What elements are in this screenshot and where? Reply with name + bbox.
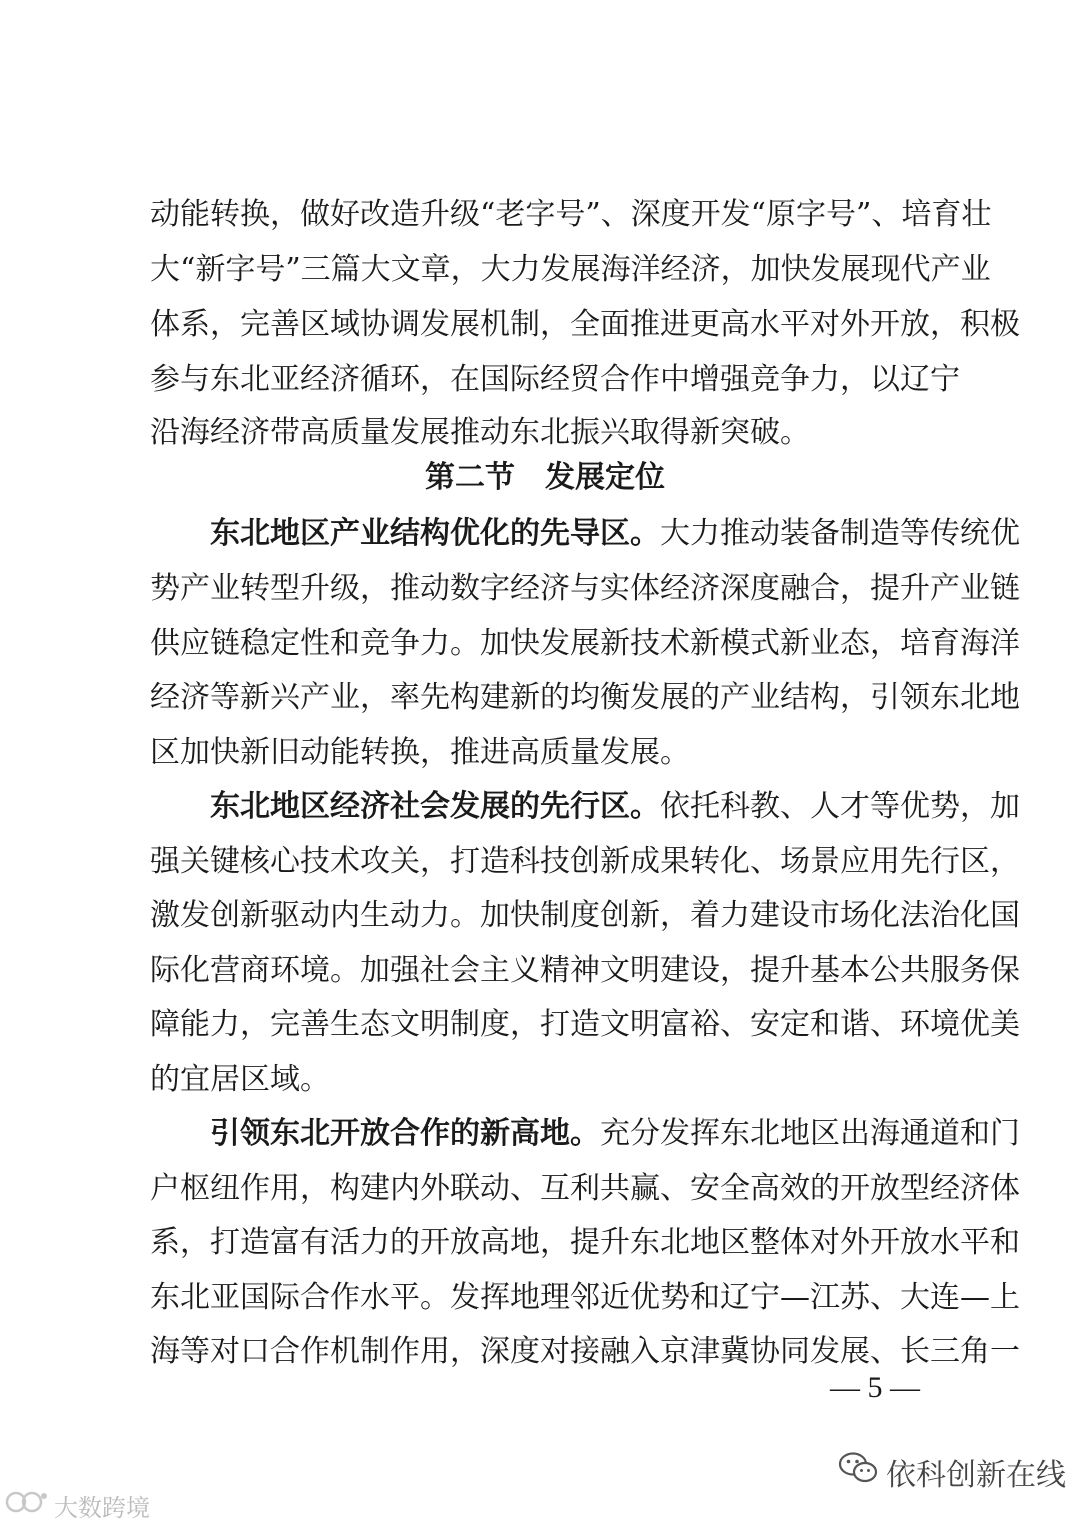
wechat-icon <box>838 1451 878 1493</box>
paragraph-text: 大力推动装备制造等传统优 <box>660 516 1020 551</box>
text-line: 供应链稳定性和竞争力。加快发展新技术新模式新业态，培育海洋 <box>150 626 1020 661</box>
text-line: 激发创新驱动内生动力。加快制度创新，着力建设市场化法治化国 <box>150 898 1020 933</box>
paragraph-first-line <box>210 1114 1020 1154</box>
text-line: 系，打造富有活力的开放高地，提升东北地区整体对外开放水平和 <box>150 1225 1020 1260</box>
paragraph-lead: 东北地区经济社会发展的先行区。 <box>210 789 660 824</box>
paragraph-text: 依托科教、人才等优势，加 <box>660 789 1020 824</box>
paragraph-text: 充分发挥东北地区出海通道和门 <box>600 1116 1020 1151</box>
page-number: — 5 — <box>830 1371 920 1404</box>
text-line: 经济等新兴产业，率先构建新的均衡发展的产业结构，引领东北地 <box>150 680 1020 715</box>
text-line: 沿海经济带高质量发展推动东北振兴取得新突破。 <box>150 415 810 450</box>
text-line: 参与东北亚经济循环，在国际经贸合作中增强竞争力，以辽宁 <box>150 362 960 397</box>
text-line: 体系，完善区域协调发展机制，全面推进更高水平对外开放，积极 <box>150 307 1020 342</box>
watermark-text: 大数跨境 <box>54 1493 150 1522</box>
text-line: 海等对口合作机制作用，深度对接融入京津冀协同发展、长三角一 <box>150 1334 1020 1369</box>
paragraph-lead: 引领东北开放合作的新高地。 <box>210 1116 600 1151</box>
brand-logo-icon <box>4 1487 50 1523</box>
text-line: 际化营商环境。加强社会主义精神文明建设，提升基本公共服务保 <box>150 953 1020 988</box>
text-line: 东北亚国际合作水平。发挥地理邻近优势和辽宁—江苏、大连—上 <box>150 1280 1020 1315</box>
section-heading: 第二节 发展定位 <box>425 460 665 495</box>
text-line: 大“新字号”三篇大文章，大力发展海洋经济，加快发展现代产业 <box>150 252 991 287</box>
text-line: 的宜居区域。 <box>150 1062 330 1097</box>
watermark-wechat <box>838 1452 1066 1492</box>
paragraph-first-line <box>210 514 1020 554</box>
text-line: 户枢纽作用，构建内外联动、互利共赢、安全高效的开放型经济体 <box>150 1171 1020 1206</box>
text-line: 强关键核心技术攻关，打造科技创新成果转化、场景应用先行区， <box>150 844 1020 879</box>
text-line: 区加快新旧动能转换，推进高质量发展。 <box>150 735 690 770</box>
paragraph-lead: 东北地区产业结构优化的先导区。 <box>210 516 660 551</box>
watermark-text: 依科创新在线 <box>886 1458 1066 1493</box>
text-line: 势产业转型升级，推动数字经济与实体经济深度融合，提升产业链 <box>150 571 1020 606</box>
paragraph-first-line <box>210 787 1020 827</box>
text-line: 障能力，完善生态文明制度，打造文明富裕、安定和谐、环境优美 <box>150 1007 1020 1042</box>
text-line: 动能转换，做好改造升级“老字号”、深度开发“原字号”、培育壮 <box>150 197 992 232</box>
watermark-brand <box>4 1488 150 1522</box>
